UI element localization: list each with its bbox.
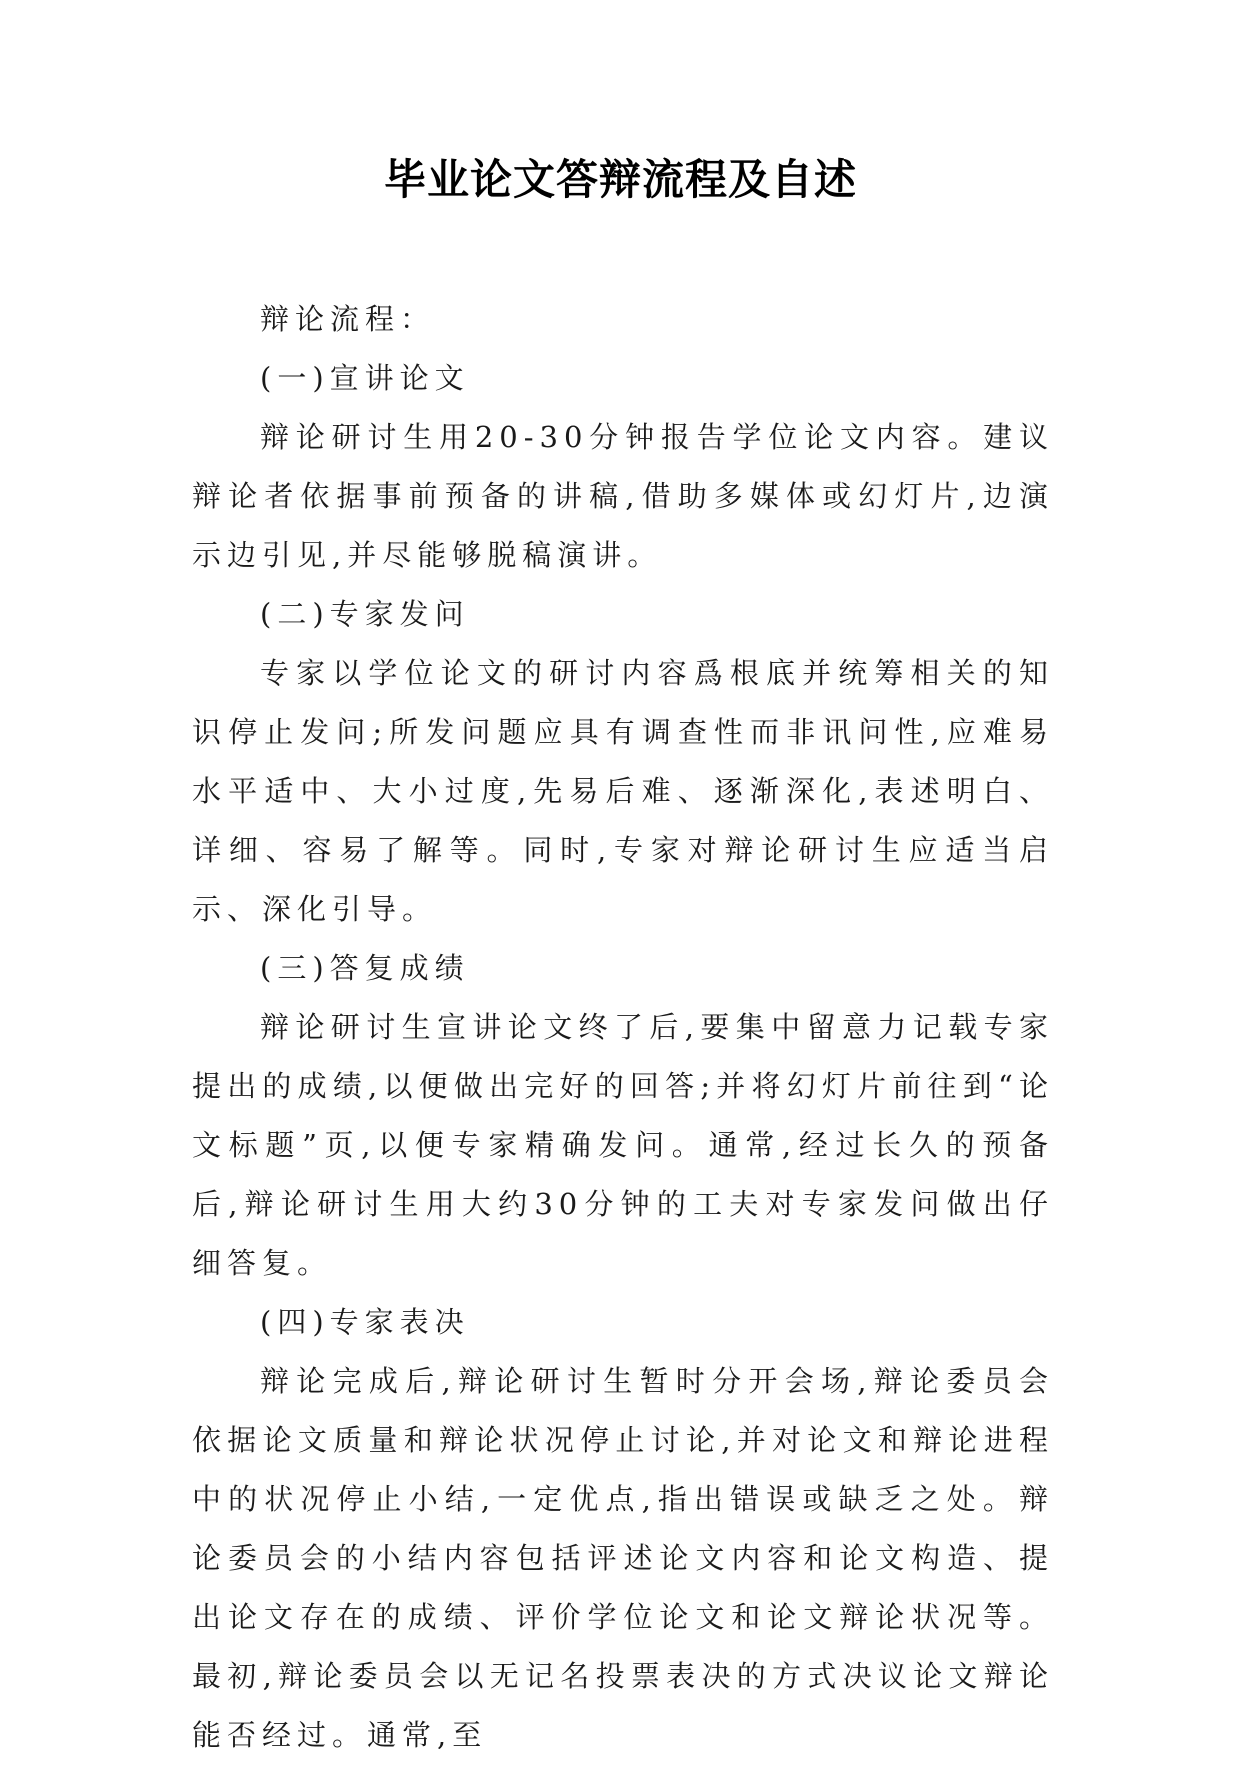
document-title: 毕业论文答辩流程及自述 [383, 155, 857, 204]
paragraph-answers: 辩论研讨生宣讲论文终了后,要集中留意力记载专家提出的成绩,以便做出完好的回答;并将幻灯片前往到“论文标题”页,以便专家精确发问。通常,经过长久的预备后,辩论研讨生用大约30分钟的工夫对专家发问做出仔细答复。 [192, 1010, 1054, 1280]
paragraph-expert-questions: 专家以学位论文的研讨内容爲根底并统筹相关的知识停止发问;所发问题应具有调查性而非讯问性,应难易水平适中、大小过度,先易后难、逐渐深化,表述明白、详细、容易了解等。同时,专家对辩论研讨生应适当启示、深化引导。 [192, 656, 1054, 926]
section-heading-process: 辩论流程： [260, 302, 436, 336]
section-heading-expert-vote: (四)专家表决 [260, 1305, 470, 1339]
section-heading-presentation: (一)宣讲论文 [260, 361, 470, 395]
document-body [192, 290, 1054, 1765]
section-heading-expert-questions: (二)专家发问 [260, 597, 470, 631]
paragraph-presentation: 辩论研讨生用20-30分钟报告学位论文内容。建议辩论者依据事前预备的讲稿,借助多媒体或幻灯片,边演示边引见,并尽能够脱稿演讲。 [192, 420, 1054, 572]
section-heading-answers: (三)答复成绩 [260, 951, 470, 985]
paragraph-expert-vote: 辩论完成后,辩论研讨生暂时分开会场,辩论委员会依据论文质量和辩论状况停止讨论,并对论文和辩论进程中的状况停止小结,一定优点,指出错误或缺乏之处。辩论委员会的小结内容包括评述论文内容和论文构造、提出论文存在的成绩、评价学位论文和论文辩论状况等。最初,辩论委员会以无记名投票表决的方式决议论文辩论能否经过。通常,至 [192, 1364, 1054, 1752]
